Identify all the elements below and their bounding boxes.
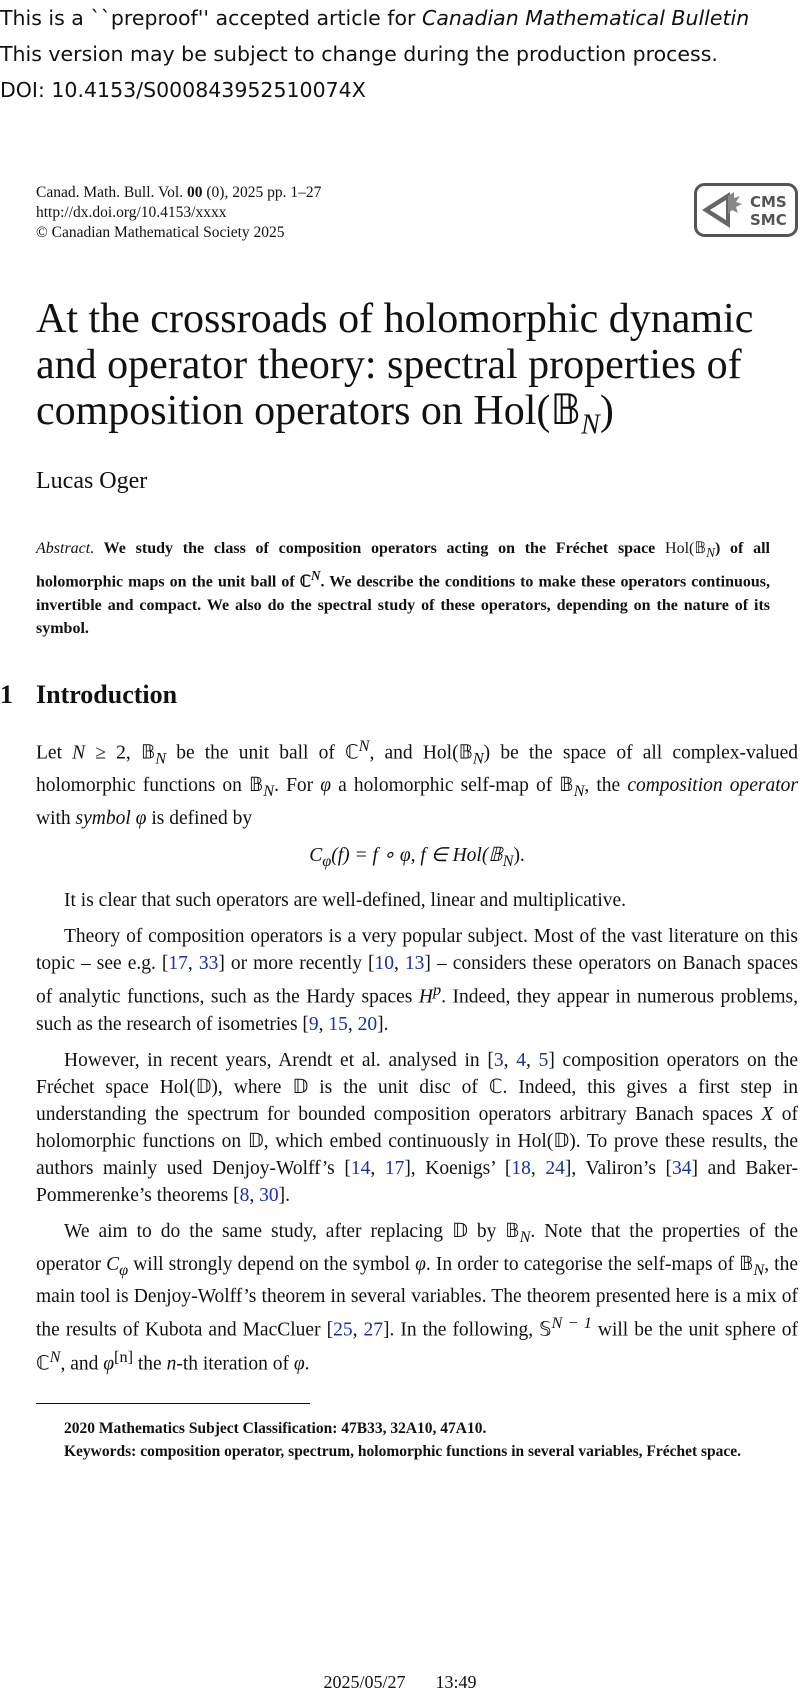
abstract-label: Abstract. <box>36 540 95 557</box>
citation-link[interactable]: 5 <box>538 1049 549 1071</box>
citation-link[interactable]: 20 <box>357 1013 378 1035</box>
paragraph-4: However, in recent years, Arendt et al. analysed in [3, 4, 5] composition operators on the Fréchet space Hol(𝔻), where 𝔻 is the unit disc of ℂ. Indeed, this gives a first step in understanding the spectrum for bounded composition operators arbitrary Banach spaces X of holomorphic functions on 𝔻, which embed continuously in Hol(𝔻). To prove these results, the authors mainly used Denjoy-Wolff’s [14, 17], Koenigs’ [18, 24], Valiron’s [34] and Baker-Pommerenke’s theorems [8, 30]. <box>36 1049 799 1206</box>
svg-text:CMS: CMS <box>750 193 787 211</box>
article-title: At the crossroads of holomorphic dynamic and operator theory: spectral properties of composition operators on Hol(𝔹$_N$) <box>36 296 754 441</box>
citation-link[interactable]: 9 <box>308 1013 319 1035</box>
citation-link[interactable]: 8 <box>239 1184 250 1206</box>
body-text <box>36 733 798 1386</box>
footnote-keywords: Keywords: composition operator, spectrum, holomorphic functions in several variables, Fréchet space. <box>64 1443 742 1460</box>
preproof-doi: DOI: 10.4153/S000843952510074X <box>0 78 366 102</box>
stamp-date: 2025/05/27 <box>323 1672 406 1692</box>
journal-header <box>36 183 321 243</box>
preproof-journal-name: Canadian Mathematical Bulletin <box>422 6 750 30</box>
paragraph-intro: Let N ≥ 2, 𝔹$_N$ be the unit ball of ℂ$^N$, and Hol(𝔹$_N$) be the space of all complex-valued holomorphic functions on 𝔹$_N$. For φ a holomorphic self-map of 𝔹$_N$, the composition operator with symbol φ is defined by <box>36 737 798 830</box>
equation-composition: $C_\varphi(f) = f$ ∘ φ, f ∈ Hol(𝔹$_N$). <box>309 845 525 871</box>
citation-link[interactable]: 13 <box>404 953 425 975</box>
timestamp <box>0 1672 800 1693</box>
preproof-line2: This version may be subject to change during the production process. <box>0 42 718 66</box>
citation-link[interactable]: 17 <box>168 953 188 975</box>
citation-link[interactable]: 18 <box>511 1157 531 1179</box>
journal-url: http://dx.doi.org/10.4153/xxxx <box>36 204 227 221</box>
author-name: Lucas Oger <box>36 468 148 494</box>
citation-link[interactable]: 3 <box>493 1049 504 1071</box>
footnotes <box>36 1417 798 1463</box>
preproof-line1: This is a ``preproof'' accepted article for <box>0 6 422 30</box>
citation-link[interactable]: 27 <box>363 1319 383 1341</box>
stamp-time: 13:49 <box>435 1672 477 1692</box>
paragraph-5: We aim to do the same study, after replacing 𝔻 by 𝔹$_N$. Note that the properties of the operator $C_\varphi$ will strongly depend on the symbol φ. In order to categorise the self-maps of 𝔹$_N$, the main tool is Denjoy-Wolff’s theorem in several variables. The theorem presented here is a mix of the results of Kubota and MacCluer [25, 27]. In the following, 𝕊$^{N - 1}$ will be the unit sphere of ℂ$^N$, and φ[n] the n-th iteration of φ. <box>36 1220 798 1375</box>
footnote-msc: 2020 Mathematics Subject Classification: 47B33, 32A10, 47A10. <box>64 1420 487 1437</box>
paragraph-2: It is clear that such operators are well-defined, linear and multiplicative. <box>64 890 627 912</box>
citation-link[interactable]: 17 <box>384 1157 405 1179</box>
citation-link[interactable]: 33 <box>198 953 219 975</box>
citation-link[interactable]: 4 <box>516 1049 526 1071</box>
footnote-divider <box>36 1403 310 1404</box>
journal-citation: Canad. Math. Bull. Vol. 00 (0), 2025 pp. 1–27 <box>36 184 322 201</box>
svg-text:SMC: SMC <box>750 211 787 229</box>
citation-link[interactable]: 24 <box>545 1157 565 1179</box>
citation-link[interactable]: 15 <box>328 1013 348 1035</box>
citation-link[interactable]: 25 <box>333 1319 353 1341</box>
section-heading: 1 Introduction <box>0 680 178 709</box>
preproof-notice <box>0 0 800 108</box>
citation-link[interactable]: 30 <box>259 1184 279 1206</box>
abstract: Abstract. We study the class of composition operators acting on the Fréchet space Hol(𝔹$_N$) of all holomorphic maps on the unit ball of ℂ$^N$. We describe the conditions to make these operators continuous, invertible and compact. We also do the spectral study of these operators, depending on the nature of its symbol. <box>36 540 771 637</box>
citation-link[interactable]: 34 <box>672 1157 692 1179</box>
journal-copyright: © Canadian Mathematical Society 2025 <box>36 224 285 241</box>
citation-link[interactable]: 14 <box>350 1157 371 1179</box>
paragraph-3: Theory of composition operators is a very popular subject. Most of the vast literature on this topic – see e.g. [17, 33] or more recently [10, 13] – considers these operators on Banach spaces of analytic functions, such as the Hardy spaces $H^p$. Indeed, they appear in numerous problems, such as the research of isometries [9, 15, 20]. <box>36 926 798 1035</box>
cms-logo <box>694 183 798 237</box>
citation-link[interactable]: 10 <box>374 953 395 975</box>
